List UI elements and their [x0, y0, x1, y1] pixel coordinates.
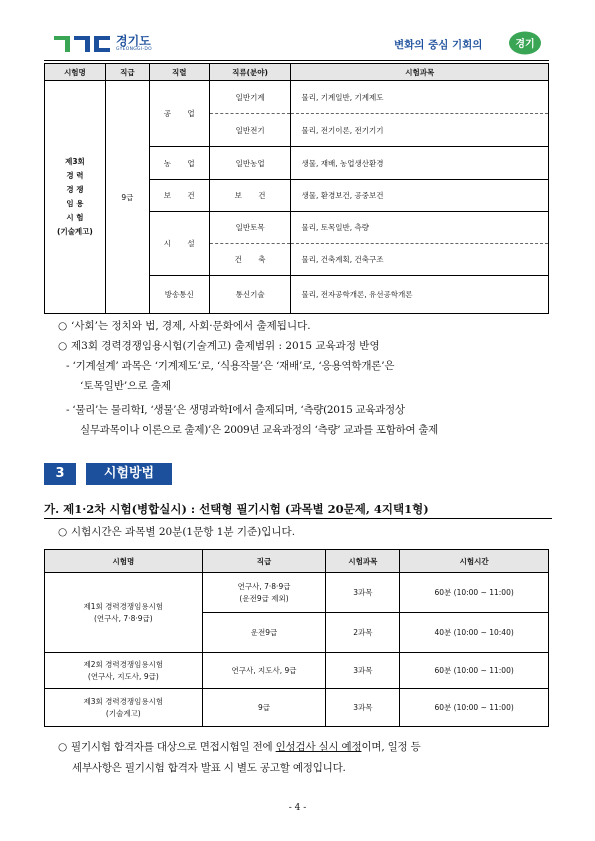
subjects-cell: 생물, 재배, 농업생산환경 [291, 147, 549, 180]
subjects-count-cell: 3과목 [326, 573, 400, 613]
section-number: 3 [44, 463, 76, 485]
field-cell: 일반농업 [209, 147, 291, 180]
table-row [45, 689, 549, 727]
note-physics-1: - ‘물리’는 물리학Ⅰ, ‘생물’은 생명과학Ⅰ에서 출제되며, ‘측량(2015 교육과정상 [66, 404, 405, 416]
header-divider [44, 60, 549, 61]
col-header: 직급 [105, 64, 149, 81]
note-social: ○ ‘사회’는 정치와 법, 경제, 사회·문화에서 출제됩니다. [58, 320, 311, 332]
badge-text: 경기 [515, 39, 535, 50]
exam-name-cell: 제1회 경력경쟁임용시험 (연구사, 7·8·9급) [45, 573, 203, 653]
note-details: 세부사항은 필기시험 합격자 발표 시 별도 공고할 예정입니다. [72, 762, 346, 774]
series-cell: 방송통신 [149, 276, 209, 314]
field-cell: 건 축 [209, 244, 291, 276]
exam-time-cell: 40분 (10:00 ~ 10:40) [400, 613, 549, 653]
table-row [45, 653, 549, 689]
page-number: - 4 - [288, 803, 307, 813]
field-cell: 통신기술 [209, 276, 291, 314]
subjects-count-cell: 3과목 [326, 689, 400, 727]
grade-cell: 연구사, 지도사, 9급 [202, 653, 326, 689]
grade-cell: 운전9급 [202, 613, 326, 653]
page-header [0, 0, 595, 62]
table-row [45, 573, 549, 613]
col-header: 시험명 [45, 64, 106, 81]
col-header: 직렬 [149, 64, 209, 81]
grade-cell: 9급 [105, 81, 149, 314]
note-exam-time: ○ 시험시간은 과목별 20분(1문항 1분 기준)입니다. [58, 526, 296, 538]
exam-schedule-table [44, 549, 549, 727]
exam-time-cell: 60분 (10:00 ~ 11:00) [400, 653, 549, 689]
note-rename-2: ‘토목일반’으로 출제 [80, 380, 172, 392]
field-cell: 일반토목 [209, 212, 291, 244]
logo-subtext: GYEONGGI-DO [116, 47, 152, 52]
series-cell: 공 업 [149, 81, 209, 147]
logo-text: 경기도 [116, 34, 151, 48]
subjects-cell: 물리, 전기이론, 전기기기 [291, 114, 549, 147]
table-header-row [45, 550, 549, 573]
note-scope: ○ 제3회 경력경쟁임용시험(기술계고) 출제범위 : 2015 교육과정 반영 [58, 340, 380, 352]
gyeonggi-logo-icon [54, 36, 112, 52]
col-header: 직급 [202, 550, 326, 573]
section-title: 시험방법 [86, 463, 172, 485]
note-physics-2: 실무과목이나 이론으로 출제)’은 2009년 교육과정의 ‘측량’ 교과를 포함하여 출제 [80, 424, 439, 436]
subjects-count-cell: 2과목 [326, 613, 400, 653]
slogan: 변화의 중심 기회의 [394, 39, 483, 51]
exam-name-cell: 제3회 경 력 경 쟁 임 용 시 험 (기술계고) [45, 81, 106, 314]
field-cell: 일반전기 [209, 114, 291, 147]
col-header: 시험시간 [400, 550, 549, 573]
subjects-cell: 생물, 환경보건, 공중보건 [291, 180, 549, 212]
field-cell: 보 건 [209, 180, 291, 212]
note-personality-test: ○ 필기시험 합격자를 대상으로 면접시험일 전에 인성검사 실시 예정이며, 일정 등 [58, 741, 421, 753]
col-header: 시험과목 [291, 64, 549, 81]
series-cell: 보 건 [149, 180, 209, 212]
underlined-text: 인성검사 실시 예정 [275, 741, 362, 753]
col-header: 직류(분야) [209, 64, 291, 81]
col-header: 시험명 [45, 550, 203, 573]
subjects-cell: 물리, 전자공학개론, 유선공학개론 [291, 276, 549, 314]
subjects-cell: 물리, 토목일반, 측량 [291, 212, 549, 244]
subjects-cell: 물리, 기계일반, 기계제도 [291, 81, 549, 114]
subjects-table [44, 63, 549, 314]
exam-name-cell: 제2회 경력경쟁임용시험 (연구사, 지도사, 9급) [45, 653, 203, 689]
field-cell: 일반기계 [209, 81, 291, 114]
table-row [45, 81, 549, 114]
grade-cell: 9급 [202, 689, 326, 727]
series-cell: 시 설 [149, 212, 209, 276]
subsection-divider [44, 518, 552, 519]
subjects-count-cell: 3과목 [326, 653, 400, 689]
exam-time-cell: 60분 (10:00 ~ 11:00) [400, 689, 549, 727]
subsection-title: 가. 제1·2차 시험(병합실시) : 선택형 필기시험 (과목별 20문제, 4지택1형) [44, 502, 429, 516]
note-rename-1: - ‘기계설계’ 과목은 ‘기계제도’로, ‘식용작물’은 ‘재배’로, ‘응용역학개론’은 [66, 360, 395, 372]
subjects-cell: 물리, 건축계획, 건축구조 [291, 244, 549, 276]
exam-time-cell: 60분 (10:00 ~ 11:00) [400, 573, 549, 613]
grade-cell: 연구사, 7·8·9급 (운전9급 제외) [202, 573, 326, 613]
table-header-row [45, 64, 549, 81]
col-header: 시험과목 [326, 550, 400, 573]
series-cell: 농 업 [149, 147, 209, 180]
exam-name-cell: 제3회 경력경쟁임용시험 (기술계고) [45, 689, 203, 727]
